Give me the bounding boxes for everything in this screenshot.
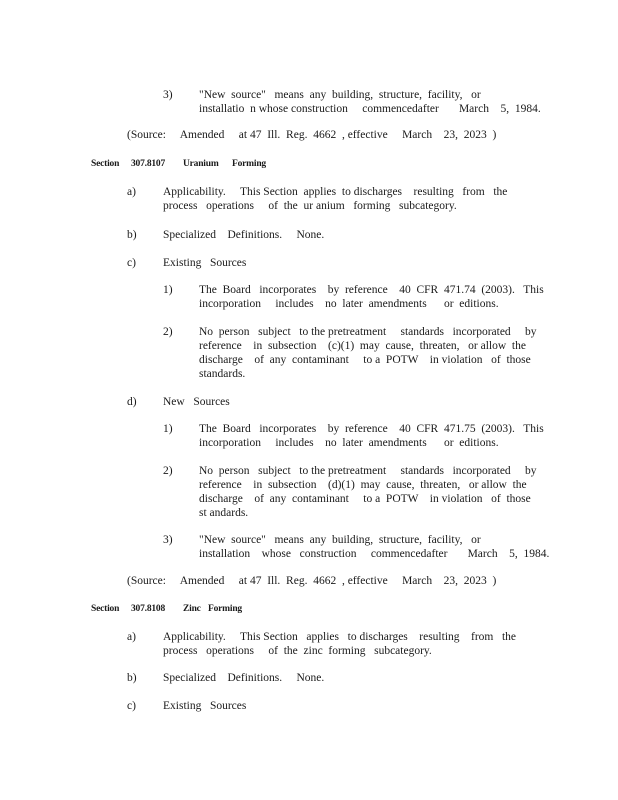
- section-title-word: Forming: [232, 159, 266, 169]
- item-text-line: "New source" means any building, structure, facility, or: [199, 534, 481, 546]
- item-text-line: No person subject to the pretreatment standards incorporated by: [199, 465, 537, 477]
- item-text-line: installation whose construction commencedafter March 5, 1984.: [199, 548, 550, 560]
- item-number: 2): [163, 465, 173, 477]
- item-number: 3): [163, 534, 173, 546]
- item-text-line: incorporation includes no later amendments or editions.: [199, 437, 499, 449]
- section-title-word: Zinc: [183, 604, 201, 614]
- source-note: (Source: Amended at 47 Ill. Reg. 4662 , effective March 23, 2023 ): [127, 575, 497, 587]
- subsection-text-line: Applicability. This Section applies to discharges resulting from the: [163, 631, 517, 643]
- item-number: 2): [163, 326, 173, 338]
- item-text-line: reference in subsection (c)(1) may cause, threaten, or allow the: [199, 340, 526, 352]
- subsection-heading: New Sources: [163, 396, 230, 408]
- source-note: (Source: Amended at 47 Ill. Reg. 4662 , effective March 23, 2023 ): [127, 129, 497, 141]
- section-label: Section: [91, 159, 120, 169]
- subsection-label: b): [127, 672, 137, 684]
- subsection-heading: Existing Sources: [163, 700, 247, 712]
- subsection-label: d): [127, 396, 137, 408]
- subsection-text-line: process operations of the ur anium forming subcategory.: [163, 200, 457, 212]
- subsection-text-line: process operations of the zinc forming subcategory.: [163, 645, 432, 657]
- item-number: 1): [163, 423, 173, 435]
- subsection-label: a): [127, 631, 136, 643]
- item-text-line: discharge of any contaminant to a POTW in violation of those: [199, 354, 531, 366]
- subsection-label: a): [127, 186, 136, 198]
- subsection-label: c): [127, 257, 136, 269]
- section-number: 307.8107: [131, 159, 166, 169]
- item-text-line: The Board incorporates by reference 40 CFR 471.75 (2003). This: [199, 423, 544, 435]
- subsection-text-line: Specialized Definitions. None.: [163, 229, 325, 241]
- item-text-line: installatio n whose construction commencedafter March 5, 1984.: [199, 103, 541, 115]
- subsection-label: b): [127, 229, 137, 241]
- item-text-line: st andards.: [199, 507, 249, 519]
- item-text-line: reference in subsection (d)(1) may cause, threaten, or allow the: [199, 479, 527, 491]
- item-text-line: incorporation includes no later amendments or editions.: [199, 298, 499, 310]
- item-number: 1): [163, 284, 173, 296]
- item-text-line: "New source" means any building, structure, facility, or: [199, 89, 481, 101]
- item-text-line: The Board incorporates by reference 40 CFR 471.74 (2003). This: [199, 284, 544, 296]
- section-title-word: Forming: [208, 604, 242, 614]
- subsection-heading: Existing Sources: [163, 257, 247, 269]
- subsection-text-line: Applicability. This Section applies to discharges resulting from the: [163, 186, 508, 198]
- item-text-line: standards.: [199, 368, 246, 380]
- subsection-text-line: Specialized Definitions. None.: [163, 672, 325, 684]
- subsection-label: c): [127, 700, 136, 712]
- section-number: 307.8108: [131, 604, 166, 614]
- item-number: 3): [163, 89, 173, 101]
- item-text-line: discharge of any contaminant to a POTW in violation of those: [199, 493, 531, 505]
- section-title-word: Uranium: [183, 159, 219, 169]
- section-label: Section: [91, 604, 120, 614]
- item-text-line: No person subject to the pretreatment standards incorporated by: [199, 326, 537, 338]
